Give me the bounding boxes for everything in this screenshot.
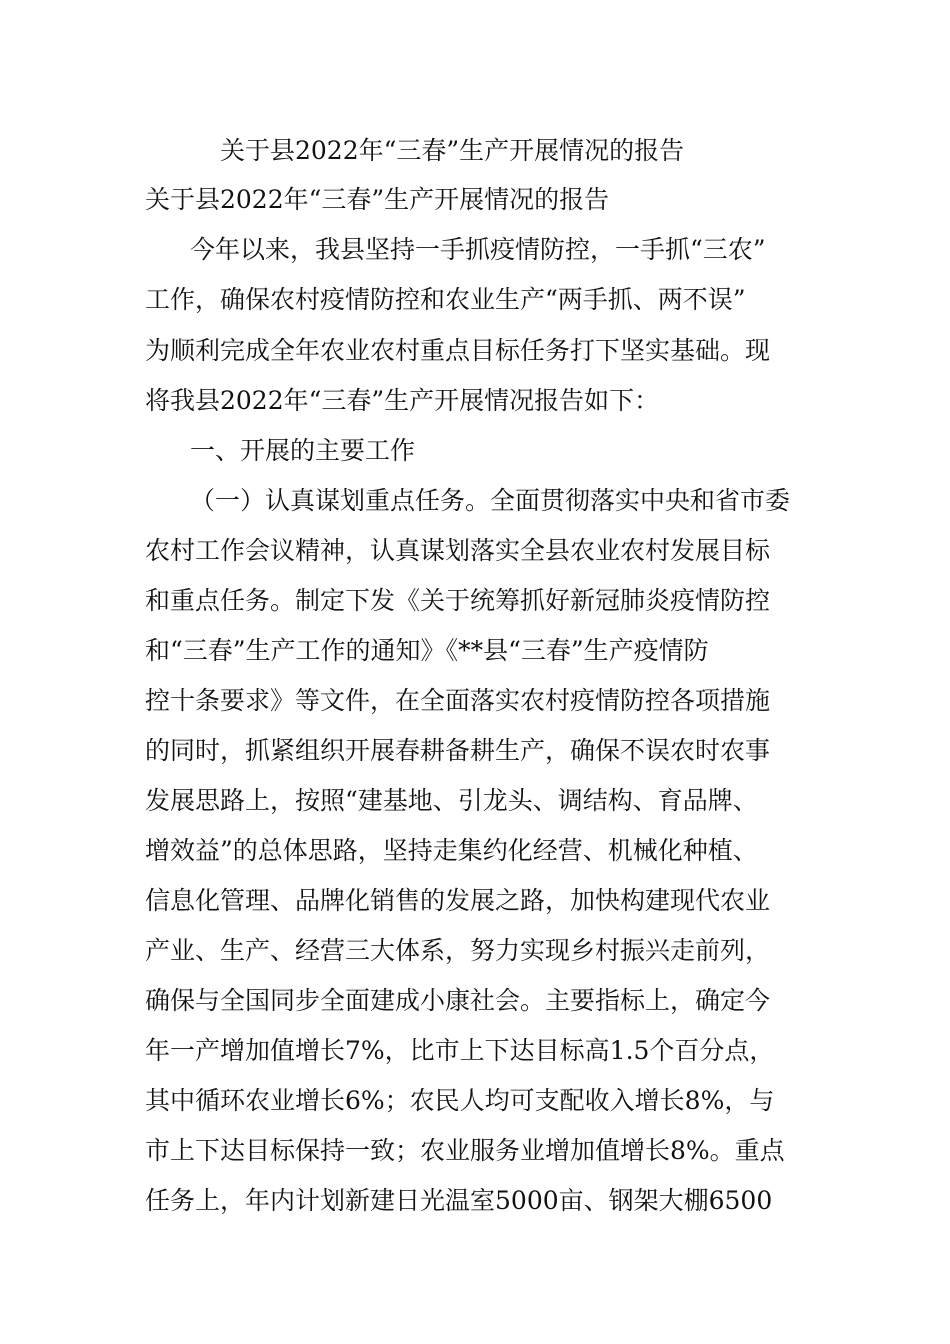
document-line: 产业、生产、经营三大体系，努力实现乡村振兴走前列， (145, 936, 771, 965)
document-line: 将我县2022年“三春”生产开展情况报告如下： (145, 386, 660, 415)
document-line: 任务上，年内计划新建日光温室5000亩、钢架大棚6500 (145, 1186, 773, 1215)
document-line: 年一产增加值增长7%，比市上下达目标高1.5个百分点， (145, 1036, 775, 1065)
document-line: 工作，确保农村疫情防控和农业生产“两手抓、两不误” (145, 285, 746, 314)
document-line: 市上下达目标保持一致；农业服务业增加值增长8%。重点 (145, 1136, 785, 1165)
document-line: 发展思路上，按照“建基地、引龙头、调结构、育品牌、 (145, 786, 758, 815)
document-line: 和“三春”生产工作的通知》《**县“三春”生产疫情防 (145, 636, 709, 665)
document-line: 控十条要求》等文件，在全面落实农村疫情防控各项措施 (145, 686, 771, 715)
document-line: 增效益”的总体思路，坚持走集约化经营、机械化种植、 (145, 836, 758, 865)
document-line: 农村工作会议精神，认真谋划落实全县农业农村发展目标 (145, 536, 771, 565)
document-title: 关于县2022年“三春”生产开展情况的报告 (220, 136, 685, 165)
document-line: 确保与全国同步全面建成小康社会。主要指标上，确定今 (145, 986, 771, 1015)
document-line: 为顺利完成全年农业农村重点目标任务打下坚实基础。现 (145, 336, 771, 365)
document-line: 的同时，抓紧组织开展春耕备耕生产，确保不误农时农事 (145, 736, 771, 765)
document-line: （一）认真谋划重点任务。全面贯彻落实中央和省市委 (190, 486, 791, 515)
document-line: 今年以来，我县坚持一手抓疫情防控，一手抓“三农” (190, 235, 766, 264)
document-line: 其中循环农业增长6%；农民人均可支配收入增长8%，与 (145, 1086, 775, 1115)
document-line: 关于县2022年“三春”生产开展情况的报告 (145, 185, 610, 214)
document-line: 和重点任务。制定下发《关于统筹抓好新冠肺炎疫情防控 (145, 586, 771, 615)
section-heading: 一、开展的主要工作 (190, 436, 416, 465)
document-line: 信息化管理、品牌化销售的发展之路，加快构建现代农业 (145, 886, 771, 915)
